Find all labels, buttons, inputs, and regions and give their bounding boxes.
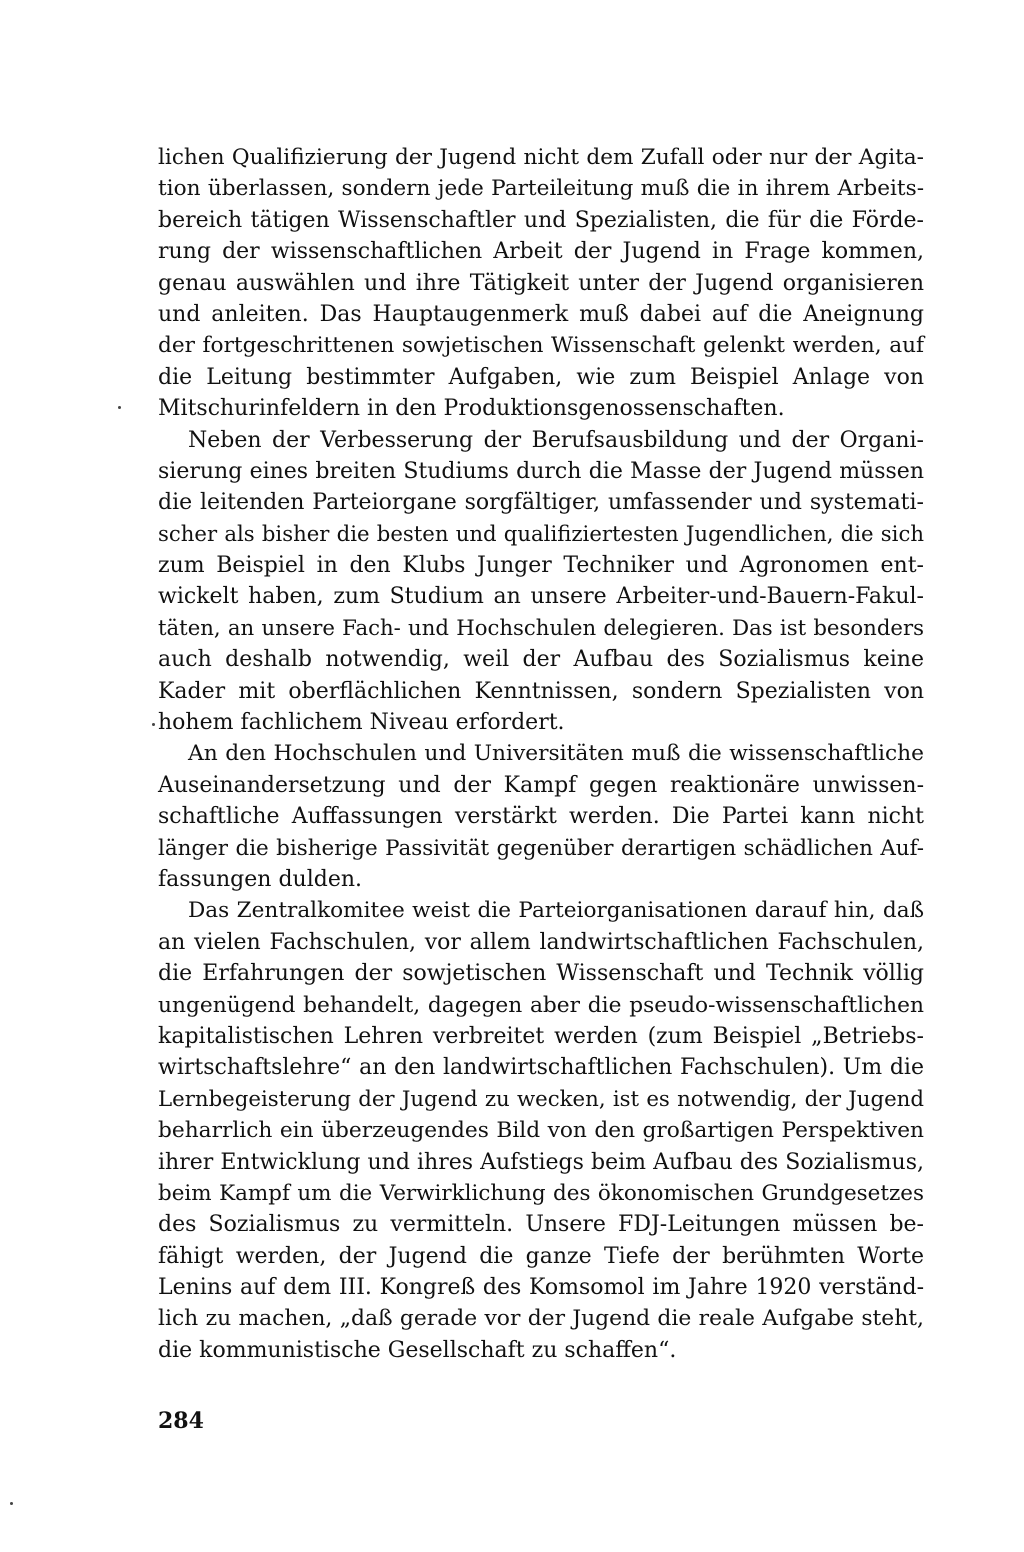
- text-line: ungenügend behandelt, dagegen aber die pseudo-wissenschaftlichen: [158, 992, 924, 1018]
- text-line: Das Zentralkomitee weist die Parteiorganisationen darauf hin, daß: [188, 898, 924, 924]
- text-line: der fortgeschrittenen sowjetischen Wissenschaft gelenkt werden, auf: [158, 333, 924, 359]
- text-line: Auseinandersetzung und der Kampf gegen reaktionäre unwissen-: [158, 772, 924, 798]
- text-line: scher als bisher die besten und qualifiziertesten Jugendlichen, die sich: [158, 521, 924, 547]
- text-line: fassungen dulden.: [158, 866, 362, 892]
- scan-speck: [118, 406, 121, 409]
- text-line: bereich tätigen Wissenschaftler und Spezialisten, die für die Förde-: [158, 207, 924, 233]
- text-line: die Erfahrungen der sowjetischen Wissenschaft und Technik völlig: [158, 961, 924, 987]
- text-line: Neben der Verbesserung der Berufsausbildung und der Organi-: [188, 427, 924, 453]
- body-text: [158, 142, 924, 1366]
- text-line: Mitschurinfeldern in den Produktionsgenossenschaften.: [158, 396, 785, 422]
- text-line: beim Kampf um die Verwirklichung des ökonomischen Grundgesetzes: [158, 1180, 924, 1206]
- text-line: lich zu machen, „daß gerade vor der Jugend die reale Aufgabe steht,: [158, 1306, 924, 1332]
- text-line: täten, an unsere Fach- und Hochschulen delegieren. Das ist besonders: [158, 615, 924, 641]
- text-line: genau auswählen und ihre Tätigkeit unter der Jugend organisieren: [158, 270, 924, 296]
- text-line: kapitalistischen Lehren verbreitet werden (zum Beispiel „Betriebs-: [158, 1023, 924, 1049]
- text-line: hohem fachlichem Niveau erfordert.: [158, 710, 565, 736]
- text-line: die Leitung bestimmter Aufgaben, wie zum Beispiel Anlage von: [158, 364, 924, 390]
- text-line: beharrlich ein überzeugendes Bild von den großartigen Perspektiven: [158, 1118, 924, 1144]
- text-line: die leitenden Parteiorgane sorgfältiger, umfassender und systemati-: [158, 490, 924, 516]
- text-line: die kommunistische Gesellschaft zu schaffen“.: [158, 1337, 677, 1363]
- text-line: wirtschaftslehre“ an den landwirtschaftlichen Fachschulen). Um die: [158, 1055, 924, 1081]
- paragraph: [158, 895, 924, 1366]
- text-line: sierung eines breiten Studiums durch die Masse der Jugend müssen: [158, 458, 924, 484]
- text-line: tion überlassen, sondern jede Parteileitung muß die in ihrem Arbeits-: [158, 176, 924, 202]
- text-line: des Sozialismus zu vermitteln. Unsere FDJ-Leitungen müssen be-: [158, 1212, 924, 1238]
- text-line: zum Beispiel in den Klubs Junger Techniker und Agronomen ent-: [158, 553, 924, 579]
- text-line: Lenins auf dem III. Kongreß des Komsomol im Jahre 1920 verständ-: [158, 1275, 924, 1301]
- text-line: länger die bisherige Passivität gegenüber derartigen schädlichen Auf-: [158, 835, 924, 861]
- paragraph: [158, 142, 924, 425]
- page-number: 284: [158, 1408, 204, 1434]
- scan-speck: [152, 723, 155, 726]
- text-line: Kader mit oberflächlichen Kenntnissen, sondern Spezialisten von: [158, 678, 924, 704]
- paragraph: [158, 425, 924, 739]
- text-line: auch deshalb notwendig, weil der Aufbau des Sozialismus keine: [158, 647, 924, 673]
- text-line: An den Hochschulen und Universitäten muß die wissenschaftliche: [188, 741, 924, 767]
- text-line: und anleiten. Das Hauptaugenmerk muß dabei auf die Aneignung: [158, 301, 924, 327]
- text-line: wickelt haben, zum Studium an unsere Arbeiter-und-Bauern-Fakul-: [158, 584, 924, 610]
- scan-speck: [10, 1502, 13, 1505]
- text-line: lichen Qualifizierung der Jugend nicht dem Zufall oder nur der Agita-: [158, 145, 924, 170]
- text-line: an vielen Fachschulen, vor allem landwirtschaftlichen Fachschulen,: [158, 929, 924, 955]
- text-line: fähigt werden, der Jugend die ganze Tiefe der berühmten Worte: [158, 1243, 924, 1269]
- text-line: rung der wissenschaftlichen Arbeit der Jugend in Frage kommen,: [158, 239, 924, 265]
- text-line: Lernbegeisterung der Jugend zu wecken, ist es notwendig, der Jugend: [158, 1086, 924, 1112]
- text-line: ihrer Entwicklung und ihres Aufstiegs beim Aufbau des Sozialismus,: [158, 1149, 924, 1175]
- paragraph: [158, 738, 924, 895]
- text-line: schaftliche Auffassungen verstärkt werden. Die Partei kann nicht: [158, 804, 924, 830]
